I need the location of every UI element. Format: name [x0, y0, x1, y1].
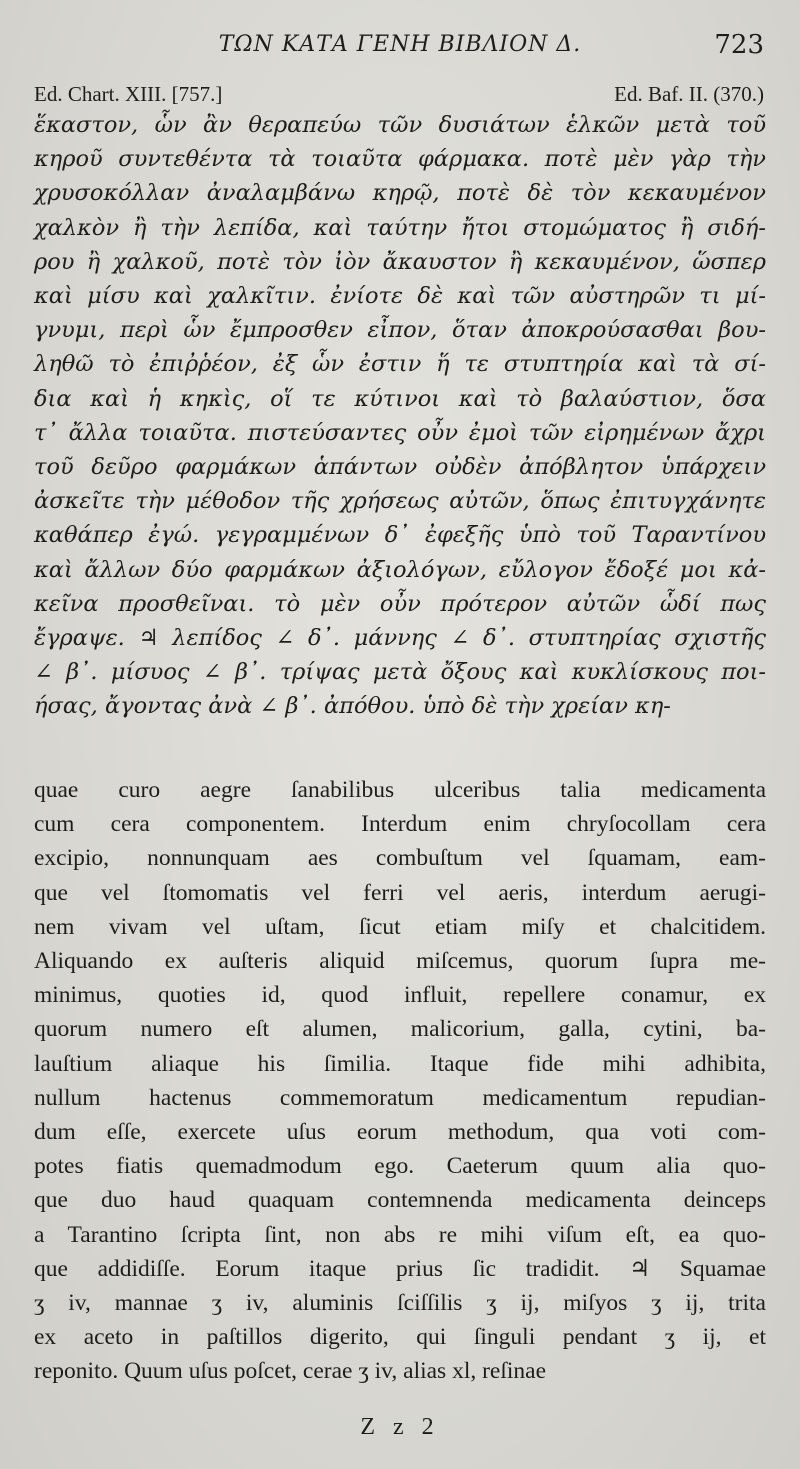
latin-text-line: Aliquando ex auſteris aliquid miſcemus, quorum ſupra me- — [34, 948, 766, 975]
latin-text-line: nem vivam vel uſtam, ſicut etiam miſy et chalcitidem. — [34, 913, 766, 940]
greek-text-block — [34, 108, 766, 724]
greek-text-line: τοῦ δεῦρο φαρμάκων ἁπάντων οὐδὲν ἀπόβλητον ὑπάρχειν — [34, 454, 766, 481]
greek-text-line: καὶ μίσυ καὶ χαλκῖτιν. ἐνίοτε δὲ καὶ τῶν αὐστηρῶν τι μί- — [34, 283, 766, 310]
greek-text-line: καὶ ἄλλων δύο φαρμάκων ἀξιολόγων, εὔλογον ἔδοξέ μοι κἀ- — [34, 556, 766, 583]
latin-text-line: que addidiſſe. Eorum itaque prius ſic tradidit. ♃ Squamae — [34, 1255, 766, 1282]
latin-text-line: quae curo aegre ſanabilibus ulceribus talia medicamenta — [34, 777, 766, 803]
greek-text-line: κεῖνα προσθεῖναι. τὸ μὲν οὖν πρότερον αὐτῶν ὧδί πως — [34, 590, 766, 617]
greek-text-line: καθάπερ ἐγώ. γεγραμμένων δ᾽ ἐφεξῆς ὑπὸ τοῦ Ταραντίνου — [34, 522, 766, 549]
greek-text-line: ∠ β᾽. μίσυος ∠ β᾽. τρίψας μετὰ ὄξους καὶ κυκλίσκους ποι- — [34, 659, 766, 686]
latin-text-line: lauſtium aliaque his ſimilia. Itaque fide mihi adhibita, — [34, 1050, 766, 1077]
edition-line — [34, 82, 764, 107]
latin-text-block — [34, 773, 766, 1389]
latin-text-line: cum cera componentem. Interdum enim chryſocollam cera — [34, 811, 766, 838]
latin-text-line: que vel ſtomomatis vel ferri vel aeris, interdum aerugi- — [34, 879, 766, 906]
greek-text-line: ἀσκεῖτε τὴν μέθοδον τῆς χρήσεως αὐτῶν, ὅπως ἐπιτυγχάνητε — [34, 488, 766, 515]
signature-mark: Z z 2 — [360, 1414, 440, 1440]
latin-text-line: quorum numero eſt alumen, malicorium, galla, cytini, ba- — [34, 1016, 766, 1043]
latin-text-line: ex aceto in paſtillos digerito, qui ſinguli pendant ʒ ij, et — [34, 1324, 766, 1351]
greek-text-line: ἔγραψε. ♃ λεπίδος ∠ δ᾽. μάννης ∠ δ᾽. στυπτηρίας σχιστῆς — [34, 625, 766, 652]
edition-chartier: Ed. Chart. XIII. [757.] — [34, 82, 223, 106]
greek-text-line: ήσας, ἄγοντας ἀνὰ ∠ β᾽. ἀπόθου. ὑπὸ δὲ τὴν χρείαν κη- — [34, 693, 671, 720]
latin-text-line: minimus, quoties id, quod influit, repellere conamur, ex — [34, 982, 766, 1009]
latin-text-line: que duo haud quaquam contemnenda medicamenta deinceps — [34, 1187, 766, 1214]
greek-text-line: χρυσοκόλλαν ἀναλαμβάνω κηρῷ, ποτὲ δὲ τὸν κεκαυμένον — [34, 180, 766, 207]
latin-text-line: potes fiatis quemadmodum ego. Caeterum quum alia quo- — [34, 1153, 766, 1180]
latin-text-line: excipio, nonnunquam aes combuſtum vel ſquamam, eam- — [34, 845, 766, 872]
edition-basel: Ed. Baf. II. (370.) — [614, 82, 764, 106]
latin-text-line: nullum hactenus commemoratum medicamentum repudian- — [34, 1084, 766, 1111]
greek-text-line: ρου ἢ χαλκοῦ, ποτὲ τὸν ἰὸν ἄκαυστον ἢ κεκαυμένον, ὥσπερ — [34, 248, 766, 275]
greek-text-line: χαλκὸν ἢ τὴν λεπίδα, καὶ ταύτην ἤτοι στομώματος ἢ σιδή- — [34, 214, 766, 241]
greek-text-line: ἕκαστον, ὧν ἂν θεραπεύω τῶν δυσιάτων ἑλκῶν μετὰ τοῦ — [34, 112, 766, 138]
greek-text-line: γνυμι, περὶ ὧν ἔμπροσθεν εἶπον, ὅταν ἀποκρούσασθαι βου- — [34, 317, 766, 344]
latin-text-line: ʒ iv, mannae ʒ iv, aluminis ſciſſilis ʒ ij, miſyos ʒ ij, trita — [34, 1290, 766, 1317]
greek-text-line: δια καὶ ἡ κηκὶς, οἵ τε κύτινοι καὶ τὸ βαλαύστιον, ὅσα — [34, 385, 766, 412]
latin-text-line: reponito. Quum uſus poſcet, cerae ʒ iv, alias xl, reſinae — [34, 1358, 547, 1385]
latin-text-line: a Tarantino ſcripta ſint, non abs re mihi viſum eſt, ea quo- — [34, 1221, 766, 1248]
greek-text-line: κηροῦ συντεθέντα τὰ τοιαῦτα φάρμακα. ποτὲ μὲν γὰρ τὴν — [34, 146, 766, 173]
greek-text-line: ληθῶ τὸ ἐπιῤῥέον, ἐξ ὧν ἐστιν ἥ τε στυπτηρία καὶ τὰ σί- — [34, 351, 766, 378]
running-head: ΤΩΝ ΚΑΤΑ ΓΕΝΗ ΒΙΒΛΙΟΝ Δ. — [218, 32, 582, 57]
greek-text-line: τ᾽ ἄλλα τοιαῦτα. πιστεύσαντες οὖν ἐμοὶ τῶν εἰρημένων ἄχρι — [34, 419, 766, 446]
latin-text-line: dum eſſe, exercete uſus eorum methodum, qua voti com- — [34, 1119, 766, 1146]
page-number: 723 — [714, 30, 764, 60]
